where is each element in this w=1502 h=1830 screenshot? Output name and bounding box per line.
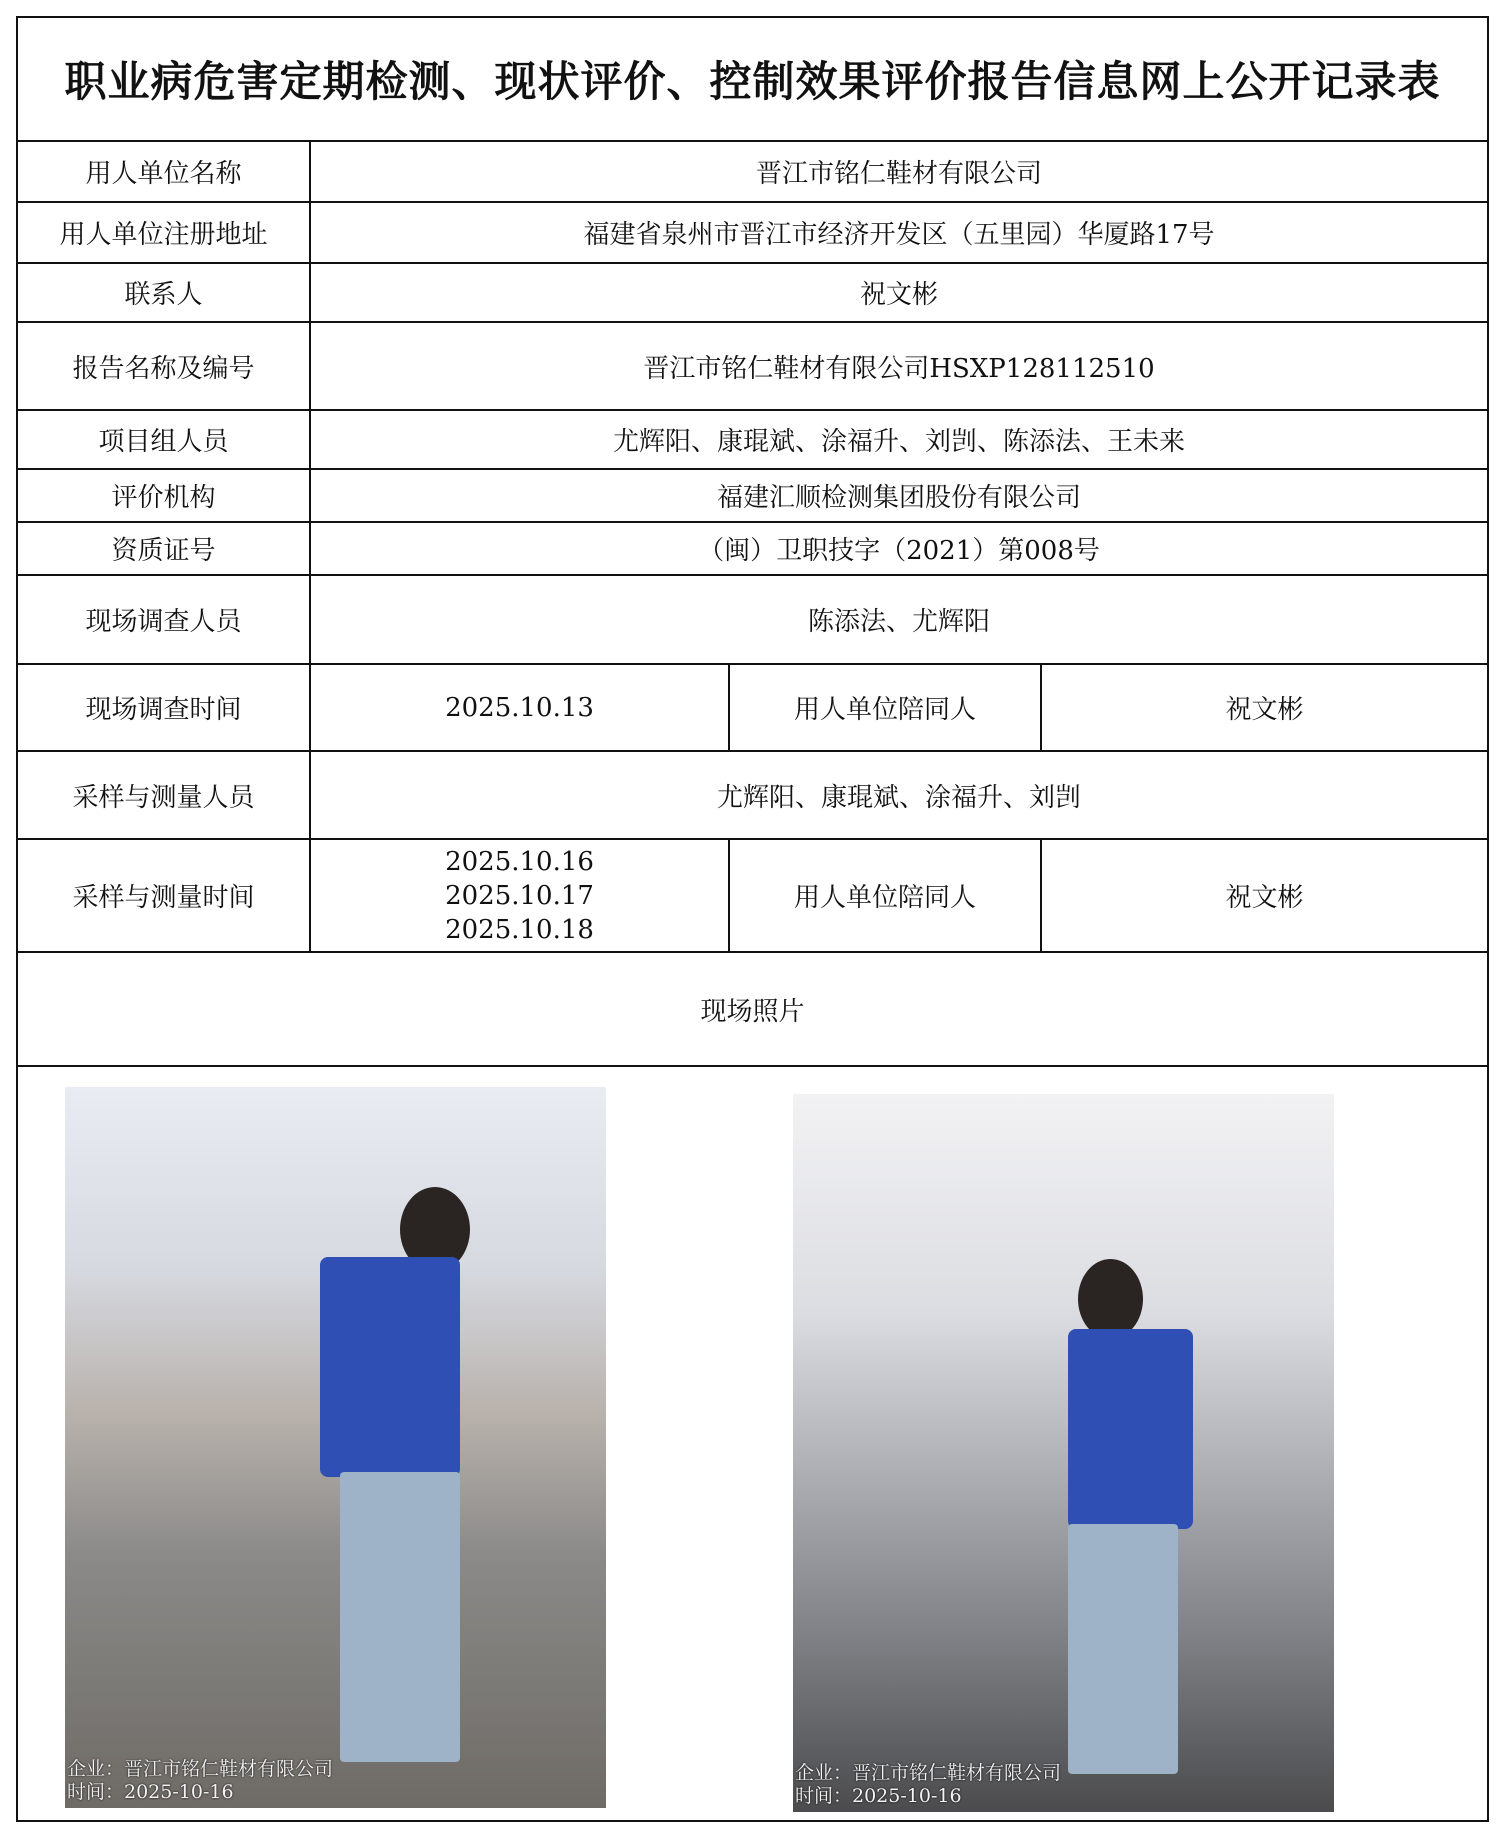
- companion-label: 用人单位陪同人: [730, 665, 1042, 750]
- jeans: [340, 1472, 460, 1762]
- row-photos-heading: [18, 953, 1487, 1067]
- row-contact: [18, 264, 1487, 323]
- value: 福建省泉州市晋江市经济开发区（五里园）华厦路17号: [583, 220, 1215, 250]
- caption-company: 企业：晋江市铭仁鞋材有限公司: [67, 1758, 334, 1780]
- row-report: [18, 323, 1487, 411]
- page-title: 职业病危害定期检测、现状评价、控制效果评价报告信息网上公开记录表: [64, 57, 1441, 106]
- label: 用人单位注册地址: [18, 203, 311, 262]
- value: 祝文彬: [859, 280, 938, 310]
- value: 尤辉阳、康琨斌、涂福升、刘剀、陈添法、王未来: [612, 427, 1185, 457]
- row-sampling-time: [18, 840, 1487, 953]
- record-table: [16, 16, 1489, 1822]
- label: 报告名称及编号: [18, 323, 311, 409]
- value: 尤辉阳、康琨斌、涂福升、刘剀: [716, 782, 1081, 813]
- caption-time: 时间：2025-10-16: [67, 1781, 234, 1803]
- row-team: [18, 411, 1487, 470]
- value: 晋江市铭仁鞋材有限公司HSXP128112510: [643, 353, 1155, 384]
- site-photo-2: [793, 1094, 1334, 1812]
- site-photo-1: [65, 1087, 606, 1808]
- row-survey-time: [18, 665, 1487, 752]
- companion-label: 用人单位陪同人: [730, 840, 1042, 951]
- value: 陈添法、尤辉阳: [807, 607, 990, 637]
- vest: [320, 1257, 460, 1477]
- label: 联系人: [18, 264, 311, 321]
- label: 用人单位名称: [18, 142, 311, 201]
- value: 2025.10.13: [311, 665, 730, 750]
- photo-caption: [795, 1762, 1061, 1808]
- label: 采样与测量时间: [18, 840, 311, 951]
- row-survey-staff: [18, 576, 1487, 665]
- date: 2025.10.18: [445, 914, 594, 945]
- row-agency: [18, 470, 1487, 523]
- value: （闽）卫职技字（2021）第008号: [698, 536, 1100, 566]
- title-row: [18, 18, 1487, 142]
- date: 2025.10.16: [445, 846, 594, 877]
- label: 评价机构: [18, 470, 311, 521]
- row-sampling-staff: [18, 752, 1487, 840]
- value: 晋江市铭仁鞋材有限公司: [755, 159, 1042, 189]
- value: 福建汇顺检测集团股份有限公司: [716, 483, 1081, 513]
- label: 资质证号: [18, 523, 311, 574]
- companion-value: 祝文彬: [1225, 695, 1304, 725]
- label: 现场调查人员: [18, 576, 311, 663]
- label: 现场调查时间: [18, 665, 311, 750]
- label: 项目组人员: [18, 411, 311, 468]
- row-employer-address: [18, 203, 1487, 264]
- vest: [1068, 1329, 1193, 1529]
- dates: [311, 840, 730, 951]
- label: 采样与测量人员: [18, 752, 311, 838]
- row-employer-name: [18, 142, 1487, 203]
- companion-value: 祝文彬: [1225, 883, 1304, 913]
- photo-caption: [67, 1758, 333, 1804]
- photos-heading: 现场照片: [700, 996, 805, 1027]
- date: 2025.10.17: [445, 880, 594, 911]
- jeans: [1068, 1524, 1178, 1774]
- person-head: [1078, 1259, 1143, 1339]
- row-qualification: [18, 523, 1487, 576]
- caption-time: 时间：2025-10-16: [795, 1785, 962, 1807]
- caption-company: 企业：晋江市铭仁鞋材有限公司: [795, 1762, 1062, 1784]
